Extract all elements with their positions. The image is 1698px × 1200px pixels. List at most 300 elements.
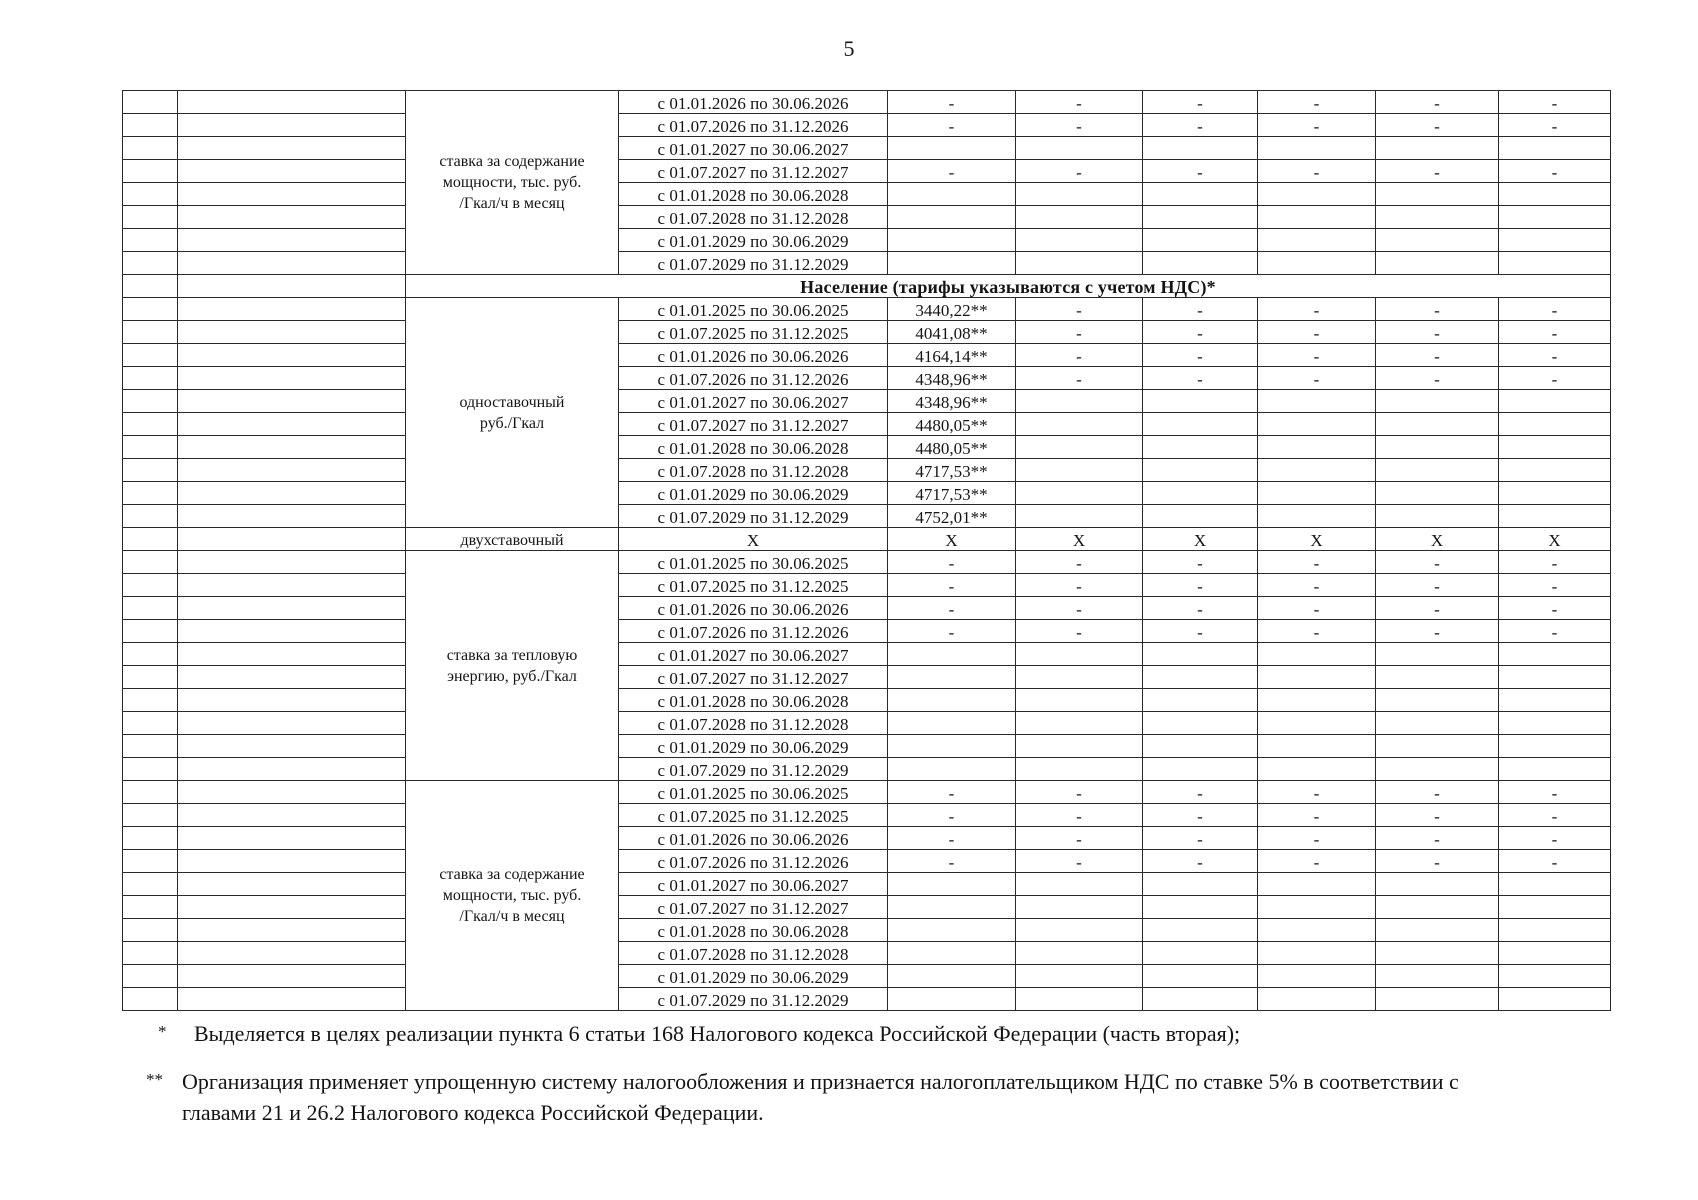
value-cell <box>1143 942 1258 965</box>
value-cell <box>1499 988 1611 1011</box>
table-row <box>123 896 1611 919</box>
period-cell: с 01.07.2028 по 31.12.2028 <box>619 206 888 229</box>
row-number-cell <box>123 413 178 436</box>
period-cell: с 01.01.2027 по 30.06.2027 <box>619 137 888 160</box>
value-cell <box>1016 965 1143 988</box>
row-number-cell <box>123 528 178 551</box>
table-row <box>123 620 1611 643</box>
period-cell: с 01.01.2028 по 30.06.2028 <box>619 183 888 206</box>
table-row <box>123 344 1611 367</box>
value-cell <box>1016 643 1143 666</box>
tariff-table-body <box>123 91 1611 1011</box>
row-name-cell <box>178 988 406 1011</box>
value-cell: 4752,01** <box>888 505 1016 528</box>
value-cell: 4164,14** <box>888 344 1016 367</box>
value-cell <box>1376 942 1499 965</box>
value-cell <box>1258 689 1376 712</box>
value-cell: 4480,05** <box>888 413 1016 436</box>
row-name-cell <box>178 643 406 666</box>
value-cell: - <box>1376 321 1499 344</box>
row-number-cell <box>123 183 178 206</box>
table-row <box>123 91 1611 114</box>
value-cell <box>1143 482 1258 505</box>
value-cell: - <box>888 597 1016 620</box>
period-cell: с 01.01.2025 по 30.06.2025 <box>619 781 888 804</box>
value-cell <box>1499 482 1611 505</box>
value-cell: - <box>1376 160 1499 183</box>
row-number-cell <box>123 781 178 804</box>
table-row <box>123 459 1611 482</box>
period-cell: с 01.01.2025 по 30.06.2025 <box>619 298 888 321</box>
value-cell <box>1376 666 1499 689</box>
value-cell <box>1258 436 1376 459</box>
value-cell: - <box>888 574 1016 597</box>
value-cell <box>888 712 1016 735</box>
table-row <box>123 114 1611 137</box>
period-cell: с 01.01.2026 по 30.06.2026 <box>619 597 888 620</box>
value-cell <box>1016 252 1143 275</box>
value-cell <box>1143 712 1258 735</box>
row-name-cell <box>178 965 406 988</box>
row-name-cell <box>178 666 406 689</box>
value-cell <box>1376 643 1499 666</box>
value-cell <box>888 643 1016 666</box>
period-cell: с 01.01.2029 по 30.06.2029 <box>619 482 888 505</box>
row-name-cell <box>178 620 406 643</box>
row-name-cell <box>178 528 406 551</box>
value-cell <box>1499 459 1611 482</box>
value-cell <box>1499 758 1611 781</box>
table-row <box>123 137 1611 160</box>
value-cell <box>1499 413 1611 436</box>
value-cell <box>1499 689 1611 712</box>
value-cell <box>1016 229 1143 252</box>
row-name-cell <box>178 321 406 344</box>
value-cell <box>1016 735 1143 758</box>
period-cell: с 01.07.2029 по 31.12.2029 <box>619 252 888 275</box>
row-name-cell <box>178 91 406 114</box>
value-cell: - <box>1016 620 1143 643</box>
row-name-cell <box>178 505 406 528</box>
value-cell: - <box>888 827 1016 850</box>
value-cell <box>1258 390 1376 413</box>
period-cell: с 01.07.2025 по 31.12.2025 <box>619 574 888 597</box>
value-cell <box>1016 666 1143 689</box>
table-row <box>123 666 1611 689</box>
row-number-cell <box>123 850 178 873</box>
table-row <box>123 873 1611 896</box>
value-cell <box>1376 459 1499 482</box>
value-cell <box>1258 482 1376 505</box>
value-cell: X <box>1376 528 1499 551</box>
value-cell: - <box>1376 114 1499 137</box>
value-cell: - <box>888 551 1016 574</box>
footnote-line: Организация применяет упрощенную систему налогообложения и признается налогоплательщиком НДС по ставке 5% в соответствии с <box>182 1069 1459 1094</box>
value-cell <box>1016 436 1143 459</box>
row-name-cell <box>178 252 406 275</box>
value-cell: - <box>1499 344 1611 367</box>
value-cell: - <box>1258 597 1376 620</box>
value-cell <box>1258 206 1376 229</box>
period-cell: с 01.01.2027 по 30.06.2027 <box>619 390 888 413</box>
row-number-cell <box>123 91 178 114</box>
row-number-cell <box>123 965 178 988</box>
value-cell <box>1016 896 1143 919</box>
table-row <box>123 482 1611 505</box>
row-name-cell <box>178 114 406 137</box>
row-number-cell <box>123 804 178 827</box>
label-line: одноставочный <box>459 393 565 411</box>
row-name-cell <box>178 344 406 367</box>
value-cell <box>1143 436 1258 459</box>
value-cell <box>1376 252 1499 275</box>
value-cell: - <box>1143 321 1258 344</box>
row-number-cell <box>123 712 178 735</box>
value-cell: - <box>1258 298 1376 321</box>
value-cell <box>1143 965 1258 988</box>
value-cell: - <box>1376 827 1499 850</box>
value-cell: - <box>1143 827 1258 850</box>
value-cell <box>888 896 1016 919</box>
row-number-cell <box>123 896 178 919</box>
table-row <box>123 781 1611 804</box>
value-cell <box>1376 505 1499 528</box>
value-cell <box>1376 183 1499 206</box>
value-cell: - <box>1258 804 1376 827</box>
period-cell: с 01.07.2025 по 31.12.2025 <box>619 804 888 827</box>
value-cell <box>1376 436 1499 459</box>
row-number-cell <box>123 321 178 344</box>
value-cell <box>1143 229 1258 252</box>
value-cell: - <box>1499 850 1611 873</box>
label-line: /Гкал/ч в месяц <box>459 908 565 925</box>
row-name-cell <box>178 229 406 252</box>
value-cell: - <box>1258 344 1376 367</box>
tariff-type-label <box>406 781 619 1011</box>
tariff-type-label: двухставочный <box>406 528 619 551</box>
tariff-type-label <box>406 91 619 275</box>
value-cell: X <box>1016 528 1143 551</box>
table-row <box>123 390 1611 413</box>
value-cell: - <box>888 91 1016 114</box>
row-number-cell <box>123 942 178 965</box>
row-name-cell <box>178 942 406 965</box>
value-cell: - <box>888 781 1016 804</box>
period-cell: с 01.07.2026 по 31.12.2026 <box>619 114 888 137</box>
value-cell <box>1016 712 1143 735</box>
value-cell: - <box>888 160 1016 183</box>
period-cell: с 01.07.2029 по 31.12.2029 <box>619 988 888 1011</box>
value-cell: 4348,96** <box>888 390 1016 413</box>
value-cell: - <box>1016 551 1143 574</box>
period-cell: X <box>619 528 888 551</box>
value-cell <box>1258 988 1376 1011</box>
value-cell <box>1376 229 1499 252</box>
value-cell: - <box>1499 574 1611 597</box>
value-cell: - <box>1143 574 1258 597</box>
table-row <box>123 712 1611 735</box>
page-number: 5 <box>843 36 855 61</box>
value-cell: - <box>1016 91 1143 114</box>
table-row <box>123 965 1611 988</box>
value-cell <box>1376 873 1499 896</box>
value-cell: - <box>1143 367 1258 390</box>
value-cell: - <box>1016 114 1143 137</box>
table-row <box>123 298 1611 321</box>
value-cell <box>1258 942 1376 965</box>
row-number-cell <box>123 459 178 482</box>
value-cell <box>1258 505 1376 528</box>
table-row <box>123 827 1611 850</box>
value-cell <box>888 919 1016 942</box>
row-name-cell <box>178 459 406 482</box>
value-cell <box>1143 896 1258 919</box>
value-cell: - <box>1016 298 1143 321</box>
value-cell: - <box>1499 367 1611 390</box>
period-cell: с 01.01.2026 по 30.06.2026 <box>619 91 888 114</box>
value-cell: - <box>888 620 1016 643</box>
value-cell <box>1499 896 1611 919</box>
value-cell: - <box>1258 551 1376 574</box>
value-cell <box>1016 919 1143 942</box>
value-cell: - <box>1376 574 1499 597</box>
footnote-mark: ** <box>146 1070 163 1089</box>
value-cell <box>888 735 1016 758</box>
row-name-cell <box>178 735 406 758</box>
value-cell <box>1258 919 1376 942</box>
label-line: /Гкал/ч в месяц <box>459 195 565 212</box>
value-cell: X <box>1499 528 1611 551</box>
period-cell: с 01.07.2027 по 31.12.2027 <box>619 160 888 183</box>
table-row <box>123 252 1611 275</box>
value-cell <box>1143 758 1258 781</box>
value-cell: - <box>1016 827 1143 850</box>
table-row <box>123 413 1611 436</box>
value-cell: 4717,53** <box>888 459 1016 482</box>
value-cell <box>1016 459 1143 482</box>
period-cell: с 01.01.2029 по 30.06.2029 <box>619 735 888 758</box>
value-cell: - <box>1376 91 1499 114</box>
row-number-cell <box>123 344 178 367</box>
value-cell <box>1258 965 1376 988</box>
value-cell <box>1499 436 1611 459</box>
value-cell <box>1499 666 1611 689</box>
value-cell: 4041,08** <box>888 321 1016 344</box>
value-cell <box>1143 919 1258 942</box>
row-number-cell <box>123 505 178 528</box>
value-cell <box>1016 505 1143 528</box>
value-cell: - <box>1258 367 1376 390</box>
row-number-cell <box>123 666 178 689</box>
row-name-cell <box>178 298 406 321</box>
period-cell: с 01.07.2029 по 31.12.2029 <box>619 758 888 781</box>
row-number-cell <box>123 229 178 252</box>
row-number-cell <box>123 827 178 850</box>
row-number-cell <box>123 643 178 666</box>
table-row <box>123 758 1611 781</box>
table-row <box>123 183 1611 206</box>
value-cell: - <box>1376 804 1499 827</box>
period-cell: с 01.01.2025 по 30.06.2025 <box>619 551 888 574</box>
tariff-type-label <box>406 551 619 781</box>
value-cell <box>1376 919 1499 942</box>
label-line: мощности, тыс. руб. <box>442 887 582 904</box>
footnote-mark: * <box>158 1022 167 1041</box>
period-cell: с 01.01.2027 по 30.06.2027 <box>619 643 888 666</box>
footnote <box>158 1018 1241 1049</box>
row-name-cell <box>178 436 406 459</box>
table-row <box>123 551 1611 574</box>
table-row <box>123 229 1611 252</box>
row-number-cell <box>123 919 178 942</box>
value-cell: - <box>1499 827 1611 850</box>
footnote <box>146 1066 1459 1128</box>
period-cell: с 01.07.2028 по 31.12.2028 <box>619 712 888 735</box>
value-cell <box>888 758 1016 781</box>
value-cell: - <box>1258 160 1376 183</box>
value-cell <box>1376 712 1499 735</box>
value-cell: - <box>888 804 1016 827</box>
row-name-cell <box>178 919 406 942</box>
value-cell <box>1016 988 1143 1011</box>
value-cell: - <box>1258 574 1376 597</box>
value-cell <box>1376 689 1499 712</box>
table-row <box>123 206 1611 229</box>
period-cell: с 01.01.2029 по 30.06.2029 <box>619 965 888 988</box>
row-number-cell <box>123 114 178 137</box>
section-heading: Население (тарифы указываются с учетом НДС)* <box>406 275 1611 298</box>
value-cell: - <box>1499 91 1611 114</box>
value-cell: - <box>1143 344 1258 367</box>
value-cell <box>1258 712 1376 735</box>
value-cell <box>1143 252 1258 275</box>
value-cell <box>1376 137 1499 160</box>
value-cell <box>1499 735 1611 758</box>
label-line: ставка за содержание <box>439 866 585 883</box>
value-cell <box>1499 965 1611 988</box>
period-cell: с 01.01.2028 по 30.06.2028 <box>619 436 888 459</box>
value-cell <box>1143 666 1258 689</box>
row-name-cell <box>178 873 406 896</box>
value-cell <box>1499 390 1611 413</box>
row-name-cell <box>178 482 406 505</box>
value-cell <box>1016 390 1143 413</box>
row-number-cell <box>123 574 178 597</box>
table-row <box>123 505 1611 528</box>
label-line: мощности, тыс. руб. <box>442 174 582 191</box>
value-cell: - <box>888 850 1016 873</box>
value-cell <box>1258 459 1376 482</box>
value-cell <box>1258 735 1376 758</box>
value-cell: - <box>1376 781 1499 804</box>
value-cell <box>1258 666 1376 689</box>
row-number-cell <box>123 367 178 390</box>
table-row <box>123 689 1611 712</box>
value-cell: - <box>1499 321 1611 344</box>
value-cell <box>1258 758 1376 781</box>
row-number-cell <box>123 873 178 896</box>
value-cell <box>1016 183 1143 206</box>
value-cell <box>1258 229 1376 252</box>
value-cell: - <box>1143 620 1258 643</box>
row-name-cell <box>178 896 406 919</box>
row-number-cell <box>123 137 178 160</box>
value-cell <box>1499 206 1611 229</box>
table-row <box>123 321 1611 344</box>
value-cell <box>888 229 1016 252</box>
table-row <box>123 735 1611 758</box>
value-cell <box>1499 942 1611 965</box>
value-cell: - <box>1016 781 1143 804</box>
table-row <box>123 574 1611 597</box>
row-name-cell <box>178 758 406 781</box>
table-row <box>123 850 1611 873</box>
value-cell: - <box>1143 781 1258 804</box>
value-cell: - <box>1143 298 1258 321</box>
value-cell: - <box>1143 91 1258 114</box>
value-cell: - <box>1143 551 1258 574</box>
value-cell: - <box>1376 620 1499 643</box>
value-cell <box>1258 413 1376 436</box>
value-cell: - <box>1499 298 1611 321</box>
value-cell: - <box>1016 344 1143 367</box>
value-cell <box>1016 482 1143 505</box>
value-cell <box>1376 758 1499 781</box>
value-cell: - <box>1258 91 1376 114</box>
value-cell: - <box>1016 804 1143 827</box>
row-number-cell <box>123 436 178 459</box>
value-cell <box>1499 183 1611 206</box>
period-cell: с 01.07.2027 по 31.12.2027 <box>619 413 888 436</box>
value-cell <box>1499 229 1611 252</box>
value-cell: - <box>1016 367 1143 390</box>
period-cell: с 01.07.2029 по 31.12.2029 <box>619 505 888 528</box>
value-cell <box>1499 643 1611 666</box>
row-name-cell <box>178 413 406 436</box>
value-cell <box>1143 873 1258 896</box>
value-cell <box>1143 183 1258 206</box>
value-cell <box>1376 206 1499 229</box>
value-cell: X <box>888 528 1016 551</box>
value-cell <box>1499 712 1611 735</box>
period-cell: с 01.07.2027 по 31.12.2027 <box>619 666 888 689</box>
value-cell: 4348,96** <box>888 367 1016 390</box>
value-cell <box>1016 758 1143 781</box>
value-cell <box>1143 505 1258 528</box>
value-cell <box>1143 988 1258 1011</box>
row-name-cell <box>178 712 406 735</box>
period-cell: с 01.01.2027 по 30.06.2027 <box>619 873 888 896</box>
value-cell <box>888 137 1016 160</box>
value-cell <box>888 873 1016 896</box>
value-cell: - <box>1258 781 1376 804</box>
period-cell: с 01.01.2028 по 30.06.2028 <box>619 689 888 712</box>
table-row <box>123 804 1611 827</box>
period-cell: с 01.01.2029 по 30.06.2029 <box>619 229 888 252</box>
value-cell: X <box>1258 528 1376 551</box>
period-cell: с 01.07.2028 по 31.12.2028 <box>619 459 888 482</box>
value-cell <box>1376 413 1499 436</box>
row-number-cell <box>123 275 178 298</box>
value-cell <box>1376 390 1499 413</box>
table-row <box>123 597 1611 620</box>
row-name-cell <box>178 551 406 574</box>
value-cell <box>1258 896 1376 919</box>
value-cell <box>888 206 1016 229</box>
value-cell: - <box>1016 574 1143 597</box>
value-cell <box>1016 942 1143 965</box>
row-name-cell <box>178 137 406 160</box>
